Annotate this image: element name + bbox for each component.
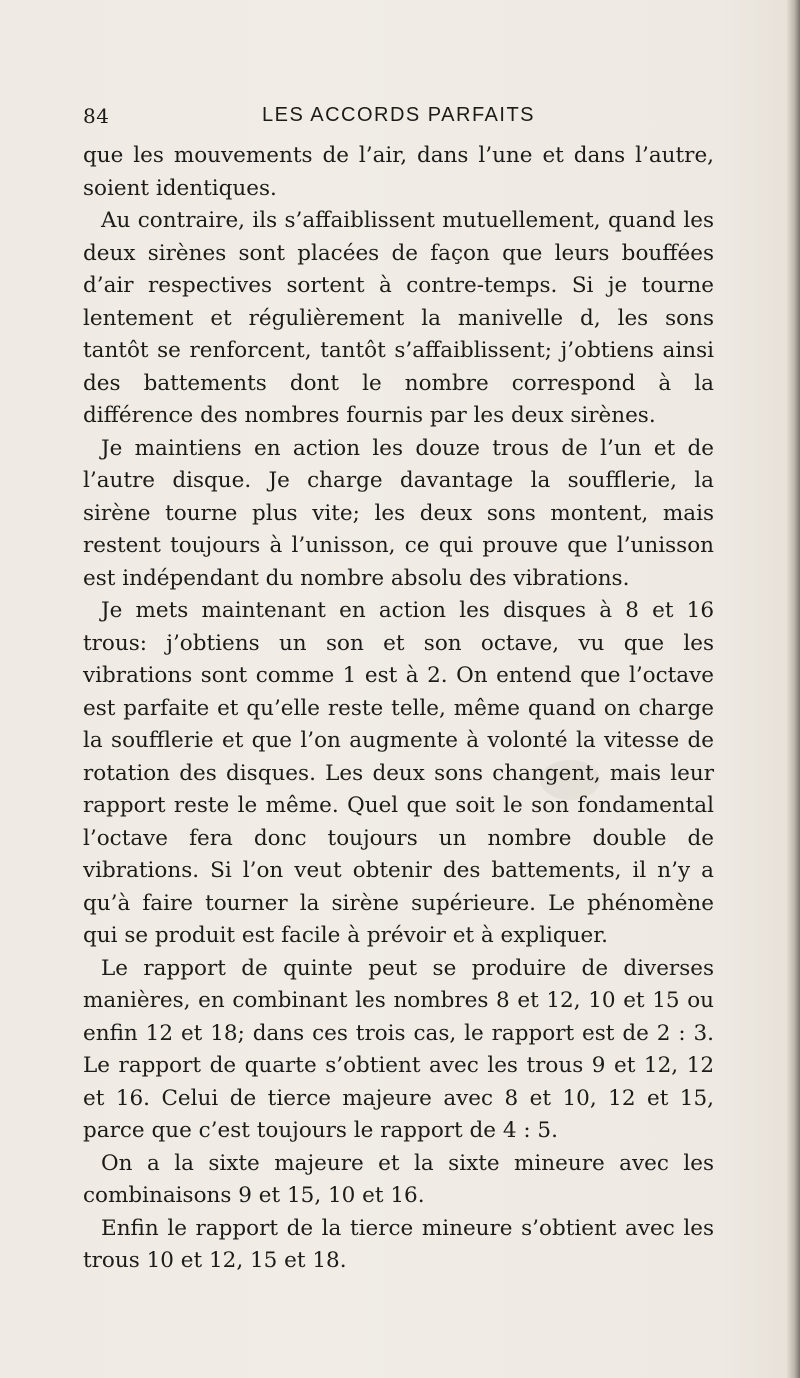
page-header xyxy=(83,104,714,134)
body-text xyxy=(83,140,714,1278)
paragraph: On a la sixte majeure et la sixte mineure avec les combinaisons 9 et 15, 10 et 16. xyxy=(83,1150,714,1208)
running-title: LES ACCORDS PARFAITS xyxy=(261,104,536,126)
page-edge-shadow xyxy=(786,0,800,1378)
paragraph: Je maintiens en action les douze trous de l’un et de l’autre disque. Je charge davantage la soufflerie, la sirène tourne plus vite; les deux sons montent, mais restent toujours à l’unisson, ce qui prouve que l’unisson est indépendant du nombre absolu des vibrations. xyxy=(83,435,714,591)
paragraph: Le rapport de quinte peut se produire de diverses manières, en combinant les nombres 8 et 12, 10 et 15 ou enfin 12 et 18; dans ces trois cas, le rapport est de 2 : 3. Le rapport de quarte s’obtient avec les trous 9 et 12, 12 et 16. Celui de tierce majeure avec 8 et 10, 12 et 15, parce que c’est toujours le rapport de 4 : 5. xyxy=(83,955,714,1143)
paragraph: que les mouvements de l’air, dans l’une et dans l’autre, soient identiques. xyxy=(83,143,714,201)
paragraph: Enfin le rapport de la tierce mineure s’obtient avec les trous 10 et 12, 15 et 18. xyxy=(83,1215,714,1273)
page-number: 84 xyxy=(83,104,110,128)
paragraph: Au contraire, ils s’affaiblissent mutuellement, quand les deux sirènes sont placées de façon que leurs bouffées d’air respectives sortent à contre-temps. Si je tourne lentement et régulièrement la manivelle d, les sons tantôt se renforcent, tantôt s’affaiblissent; j’obtiens ainsi des battements dont le nombre correspond à la différence des nombres fournis par les deux sirènes. xyxy=(83,208,714,428)
paragraph: Je mets maintenant en action les disques à 8 et 16 trous: j’obtiens un son et son octave, vu que les vibrations sont comme 1 est à 2. On entend que l’octave est parfaite et qu’elle reste telle, même quand on charge la soufflerie et que l’on augmente à volonté la vitesse de rotation des disques. Les deux sons changent, mais leur rapport reste le même. Quel que soit le son fondamental l’octave fera donc toujours un nombre double de vibrations. Si l’on veut obtenir des battements, il n’y a qu’à faire tourner la sirène supérieure. Le phénomène qui se produit est facile à prévoir et à expliquer. xyxy=(83,598,714,948)
